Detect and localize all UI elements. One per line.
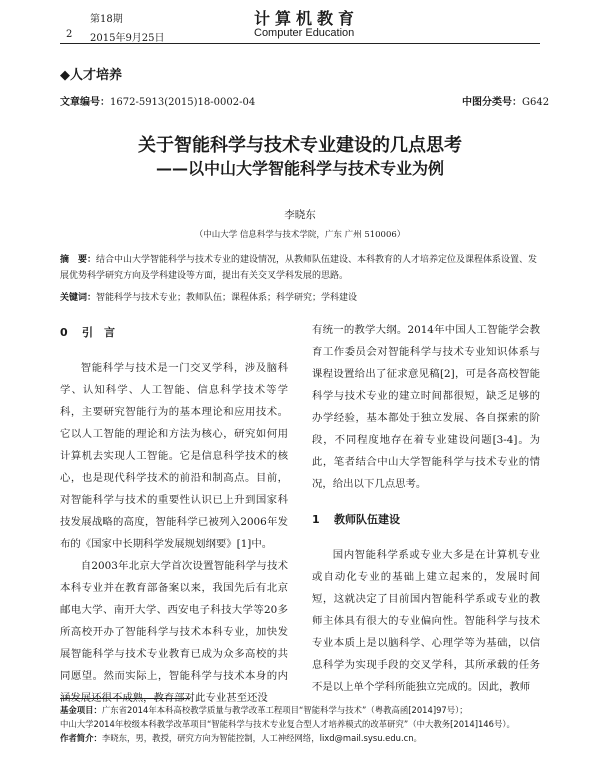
body-paragraph: 有统一的教学大纲。2014年中国人工智能学会教育工作委员会对智能科学与技术专业知识体系与课程设置给出了征求意见稿[2]，可是各高校智能科学与技术专业的建立时间都很短，缺乏足够的办学经验，基本都处于独立发展、各自探索的阶段，不同程度地存在着专业建设问题[3-4]。为此，笔者结合中山大学智能科学与技术专业的情况，给出以下几点思考。 — [312, 324, 540, 490]
issue-number: 第18期 — [90, 14, 123, 25]
column-tag: ◆人才培养 — [60, 68, 122, 83]
article-number-value: 1672-5913(2015)18-0002-04 — [110, 97, 256, 108]
body-paragraph: 国内智能科学系或专业大多是在计算机专业或自动化专业的基础上建立起来的，发展时间短，这就决定了目前国内智能科学系或专业的教师主体具有很大的专业偏向性。智能科学与技术专业本质上是以脑科学、心理学等为基础，以信息科学为实现手段的交叉学科，其所承载的任务不是以上单个学科所能独立完成的。因此，教师 — [312, 549, 540, 693]
fund-line-2: 中山大学2014年校级本科教学改革项目“智能科学与技术专业复合型人才培养模式的改革研究”（中大教务[2014]146号）。 — [60, 719, 515, 729]
fund-text-1: 广东省2014年本科高校教学质量与教学改革工程项目“智能科学与技术”（粤教高函[2014]97号）； — [101, 705, 468, 715]
author-info-text: 李晓东，男，教授，研究方向为智能控制，人工神经网络，lixd@mail.sysu.edu.cn。 — [101, 733, 422, 743]
journal-name-en: Computer Education — [254, 27, 355, 39]
issue-date: 2015年9月25日 — [90, 33, 165, 44]
abstract — [60, 252, 540, 284]
section-title: 教师队伍建设 — [334, 513, 400, 526]
author-info-label: 作者简介： — [60, 733, 102, 743]
page-number: 2 — [66, 29, 73, 40]
body-paragraph: 自2003年北京大学首次设置智能科学与技术本科专业并在教育部备案以来，我国先后有北京邮电大学、南开大学、西安电子科技大学等20多所高校开办了智能科学与技术本科专业，加快发展智能科学与技术专业教育已成为众多高校的共同愿望。然而实际上，智能科学与技术本身的内涵发展还很不成熟，教育部对此专业甚至还没 — [60, 560, 288, 704]
abstract-label: 摘 要： — [60, 255, 97, 265]
abstract-text: 结合中山大学智能科学与技术专业的建设情况，从教师队伍建设、本科教育的人才培养定位及课程体系设置、发展优势科学研究方向及学科建设等方面，提出有关交叉学科发展的思路。 — [60, 255, 538, 281]
section-heading-intro — [60, 322, 288, 344]
article-number-label: 文章编号： — [60, 97, 110, 108]
author-name: 李晓东 — [284, 209, 316, 221]
author-affiliation: （中山大学 信息科学与技术学院，广东 广州 510006） — [194, 230, 406, 240]
author-info-line — [60, 731, 540, 745]
article-number — [60, 93, 255, 108]
left-column — [60, 319, 288, 709]
journal-name-cn: 计算机教育 — [254, 9, 360, 28]
keywords — [60, 290, 357, 303]
article-title: 关于智能科学与技术专业建设的几点思考 — [138, 135, 462, 156]
section-title: 引 言 — [82, 326, 115, 339]
section-heading-faculty — [312, 509, 540, 531]
section-number: 1 — [312, 513, 320, 526]
keywords-text: 智能科学与技术专业；教师队伍；课程体系；科学研究；学科建设 — [96, 293, 358, 303]
clc-number — [462, 93, 549, 108]
fund-line-1 — [60, 703, 540, 717]
footnotes — [60, 703, 540, 745]
keywords-label: 关键词： — [60, 293, 97, 303]
footnote-rule — [60, 698, 190, 699]
header-rule — [60, 43, 540, 44]
article-subtitle: ——以中山大学智能科学与技术专业为例 — [155, 159, 444, 178]
body-paragraph: 智能科学与技术是一门交叉学科，涉及脑科学、认知科学、人工智能、信息科学技术等学科，主要研究智能行为的基本理论和应用技术。它以人工智能的理论和方法为核心，研究如何用计算机去实现人工智能。它是信息科学技术的核心，也是现代科学技术的前沿和制高点。目前，对智能科学与技术的重要性认识已上升到国家科技发展战略的高度，智能科学已被列入2006年发布的《国家中长期科学发展规划纲要》[1]中。 — [60, 362, 288, 550]
clc-label: 中图分类号： — [462, 97, 522, 108]
right-column — [312, 319, 540, 698]
clc-value: G642 — [522, 97, 550, 108]
fund-label: 基金项目： — [60, 705, 102, 715]
section-number: 0 — [60, 326, 68, 339]
